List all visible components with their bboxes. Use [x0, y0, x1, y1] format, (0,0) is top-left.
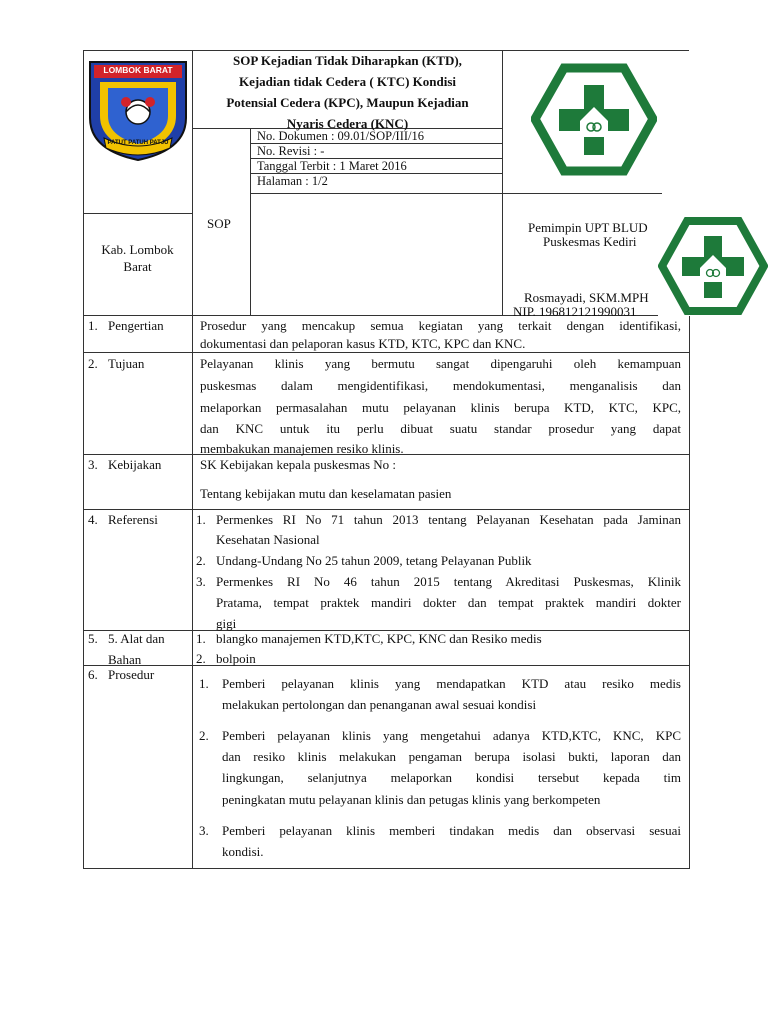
list-number: 1.	[196, 512, 206, 527]
section-text-line: membakukan manajemen resiko klinis.	[200, 441, 404, 456]
sop-label: SOP	[207, 216, 231, 231]
section-text-line: SK Kebijakan kepala puskesmas No :	[200, 457, 397, 472]
list-item-line: Pratama, tempat praktek mandiri dokter dan tempat praktek mandiri dokter	[216, 595, 681, 610]
section-label: 5. Alat dan	[108, 631, 165, 646]
list-item-line: lingkungan, selanjutnya melaporkan kondisi tersebut kepada tim	[222, 770, 681, 785]
list-number: 3.	[196, 574, 206, 589]
section-number: 1.	[88, 318, 98, 333]
list-item-line: Permenkes RI No 71 tahun 2013 tentang Pelayanan Kesehatan pada Jaminan	[216, 512, 681, 527]
title-line: SOP Kejadian Tidak Diharapkan (KTD),	[233, 53, 462, 68]
document-title	[193, 50, 502, 134]
list-item-line: Permenkes RI No 46 tahun 2015 tentang Akreditasi Puskesmas, Klinik	[216, 574, 681, 589]
section-number: 5.	[88, 631, 98, 646]
list-item-line: bolpoin	[216, 651, 256, 666]
puskesmas-stamp-logo	[658, 216, 768, 316]
section-text-line: Pelayanan klinis yang bermutu sangat dipengaruhi oleh kemampuan	[200, 356, 681, 371]
section-text-line: dan KNC untuk itu perlu dibuat suatu standar prosedur yang dapat	[200, 421, 681, 436]
section-text-line: Prosedur yang mencakup semua kegiatan yang terkait dengan identifikasi,	[200, 318, 681, 333]
list-number: 1.	[199, 676, 209, 691]
doc-page: Halaman : 1/2	[257, 174, 328, 188]
section-label: Prosedur	[108, 667, 155, 682]
list-item-line: dan resiko klinis melakukan pengaman berupa isolasi bukti, laporan dan	[222, 749, 681, 764]
list-item-line: Pemberi pelayanan klinis memberi tindakan medis dan observasi sesuai	[222, 823, 681, 838]
signer-name: Rosmayadi, SKM.MPH	[524, 290, 649, 305]
section-label: Pengertian	[108, 318, 164, 333]
section-text-line: puskesmas dalam mengidentifikasi, mendokumentasi, menganalisis dan	[200, 378, 681, 393]
section-label: Tujuan	[108, 356, 145, 371]
title-line: Potensial Cedera (KPC), Maupun Kejadian	[226, 95, 469, 110]
section-label: Bahan	[108, 652, 142, 667]
list-item-line: Kesehatan Nasional	[216, 532, 320, 547]
section-number: 4.	[88, 512, 98, 527]
list-item-line: Undang-Undang No 25 tahun 2009, tetang Pelayanan Publik	[216, 553, 532, 568]
section-label: Kebijakan	[108, 457, 162, 472]
signer-nip: NIP. 196812121990031	[513, 304, 637, 319]
list-number: 2.	[196, 651, 206, 666]
list-item-line: Pemberi pelayanan klinis yang mendapatkan KTD atau resiko medis	[222, 676, 681, 691]
region-emblem-logo	[86, 58, 190, 162]
list-item-line: gigi	[216, 616, 237, 631]
doc-revision: No. Revisi : -	[257, 144, 325, 158]
puskesmas-logo-icon	[531, 63, 657, 176]
region-label-line1: Kab. Lombok	[101, 242, 174, 257]
doc-issue-date: Tanggal Terbit : 1 Maret 2016	[257, 159, 407, 173]
section-number: 6.	[88, 667, 98, 682]
title-line: Nyaris Cedera (KNC)	[286, 116, 409, 131]
puskesmas-logo	[531, 63, 657, 176]
list-item-line: melakukan pertolongan dan penanganan awal sesuai kondisi	[222, 697, 537, 712]
list-item-line: kondisi.	[222, 844, 264, 859]
emblem-banner-text: LOMBOK BARAT	[103, 65, 173, 75]
list-number: 3.	[199, 823, 209, 838]
puskesmas-stamp-icon	[658, 216, 768, 316]
list-number: 2.	[196, 553, 206, 568]
section-text-line: Tentang kebijakan mutu dan keselamatan pasien	[200, 486, 452, 501]
section-label: Referensi	[108, 512, 158, 527]
signer-title-line1: Pemimpin UPT BLUD	[528, 220, 648, 235]
emblem-ribbon-text: PATUT PATUH PATJU	[107, 140, 169, 146]
signer-title-line2: Puskesmas Kediri	[543, 234, 637, 249]
list-item-line: peningkatan mutu pelayanan klinis dan petugas klinis yang berkompeten	[222, 792, 601, 807]
region-label-line2: Barat	[123, 259, 152, 274]
list-number: 2.	[199, 728, 209, 743]
section-text-line: dokumentasi dan pelaporan kasus KTD, KTC, KPC dan KNC.	[200, 336, 526, 351]
section-text-line: melaporkan permasalahan mutu pelayanan klinis berupa KTD, KTC, KPC,	[200, 400, 681, 415]
section-number: 3.	[88, 457, 98, 472]
list-number: 1.	[196, 631, 206, 646]
doc-number: No. Dokumen : 09.01/SOP/III/16	[257, 129, 425, 143]
section-number: 2.	[88, 356, 98, 371]
list-item-line: Pemberi pelayanan klinis yang mengetahui adanya KTD,KTC, KNC, KPC	[222, 728, 681, 743]
title-line: Kejadian tidak Cedera ( KTC) Kondisi	[238, 74, 457, 89]
list-item-line: blangko manajemen KTD,KTC, KPC, KNC dan Resiko medis	[216, 631, 542, 646]
